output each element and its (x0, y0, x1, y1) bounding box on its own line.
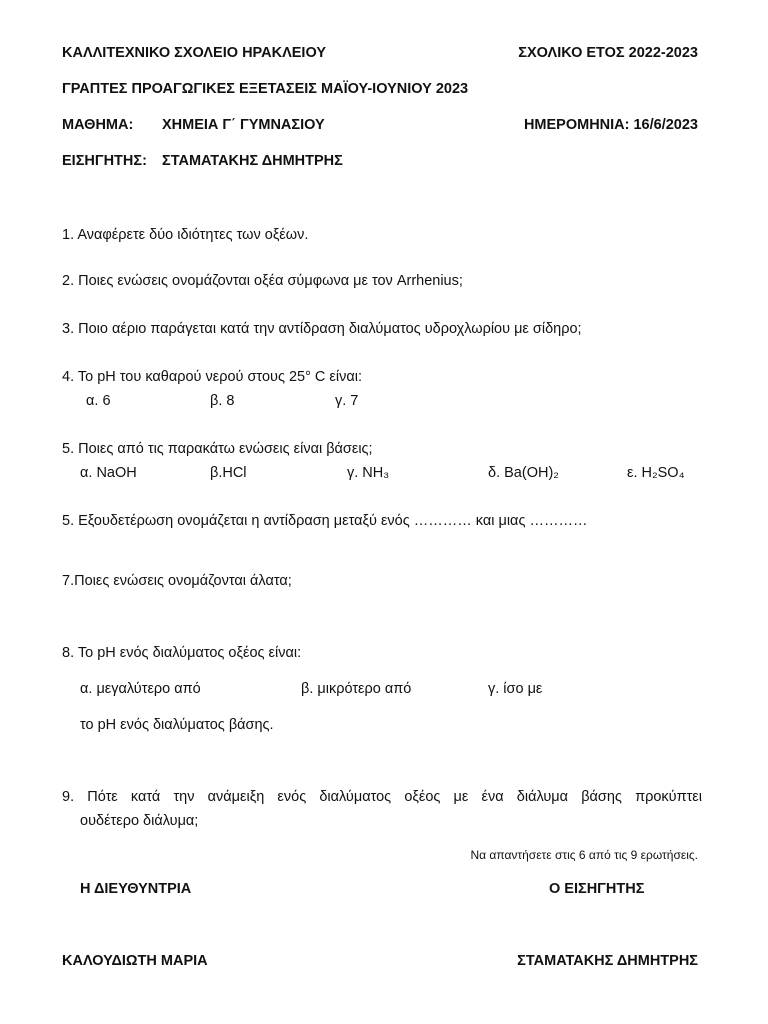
question-5-option-a: α. NaOH (80, 465, 137, 481)
answer-instructions: Να απαντήσετε στις 6 από τις 9 ερωτήσεις. (470, 848, 698, 862)
question-1: 1. Αναφέρετε δύο ιδιότητες των οξέων. (62, 227, 309, 243)
question-5-option-c: γ. NH₃ (347, 465, 390, 481)
question-9-line-2: ουδέτερο διάλυμα; (80, 813, 199, 829)
question-4-option-c: γ. 7 (335, 393, 359, 409)
question-5: 5. Ποιες από τις παρακάτω ενώσεις είναι βάσεις; (62, 441, 373, 457)
question-5-option-e: ε. H₂SO₄ (627, 465, 685, 481)
question-8-option-c: γ. ίσο με (488, 681, 543, 697)
question-5-option-b: β.HCl (210, 465, 247, 481)
teacher-name: ΣΤΑΜΑΤΑΚΗΣ ΔΗΜΗΤΡΗΣ (162, 153, 343, 169)
question-8: 8. Το pH ενός διαλύματος οξέος είναι: (62, 645, 302, 661)
teacher-label: ΕΙΣΗΓΗΤΗΣ: (62, 153, 147, 169)
question-3: 3. Ποιο αέριο παράγεται κατά την αντίδραση διαλύματος υδροχλωρίου με σίδηρο; (62, 321, 582, 337)
subject-label: ΜΑΘΗΜΑ: (62, 117, 134, 133)
question-8-option-b: β. μικρότερο από (301, 681, 412, 697)
teacher-signature-name: ΣΤΑΜΑΤΑΚΗΣ ΔΗΜΗΤΡΗΣ (517, 953, 698, 969)
question-7: 7.Ποιες ενώσεις ονομάζονται άλατα; (62, 573, 292, 589)
question-4-option-a: α. 6 (86, 393, 111, 409)
question-9-line-1: 9. Πότε κατά την ανάμειξη ενός διαλύματος οξέος με ένα διάλυμα βάσης προκύπτει (62, 789, 702, 805)
exam-date: ΗΜΕΡΟΜΗΝΙΑ: 16/6/2023 (523, 117, 698, 133)
question-5-option-d: δ. Ba(OH)₂ (488, 465, 559, 481)
question-6: 5. Εξουδετέρωση ονομάζεται η αντίδραση μεταξύ ενός ………… και μιας ………… (62, 513, 588, 529)
question-8-option-a: α. μεγαλύτερο από (80, 681, 201, 697)
principal-title: Η ΔΙΕΥΘΥΝΤΡΙΑ (80, 881, 192, 897)
question-4: 4. Το pH του καθαρού νερού στους 25° C είναι: (62, 369, 362, 385)
subject-value: ΧΗΜΕΙΑ Γ΄ ΓΥΜΝΑΣΙΟΥ (162, 117, 325, 133)
school-name: ΚΑΛΛΙΤΕΧΝΙΚΟ ΣΧΟΛΕΙΟ ΗΡΑΚΛΕΙΟΥ (62, 45, 326, 61)
exam-title: ΓΡΑΠΤΕΣ ΠΡΟΑΓΩΓΙΚΕΣ ΕΞΕΤΑΣΕΙΣ ΜΑΪΟΥ-ΙΟΥΝΙΟΥ 2023 (62, 81, 469, 97)
question-4-option-b: β. 8 (210, 393, 235, 409)
question-2: 2. Ποιες ενώσεις ονομάζονται οξέα σύμφωνα με τον Arrhenius; (62, 273, 463, 289)
teacher-title: Ο ΕΙΣΗΓΗΤΗΣ (549, 881, 645, 897)
question-8-tail: το pH ενός διαλύματος βάσης. (80, 717, 274, 733)
school-year: ΣΧΟΛΙΚΟ ΕΤΟΣ 2022-2023 (518, 45, 698, 61)
principal-name: ΚΑΛΟΥΔΙΩΤΗ ΜΑΡΙΑ (62, 953, 208, 969)
